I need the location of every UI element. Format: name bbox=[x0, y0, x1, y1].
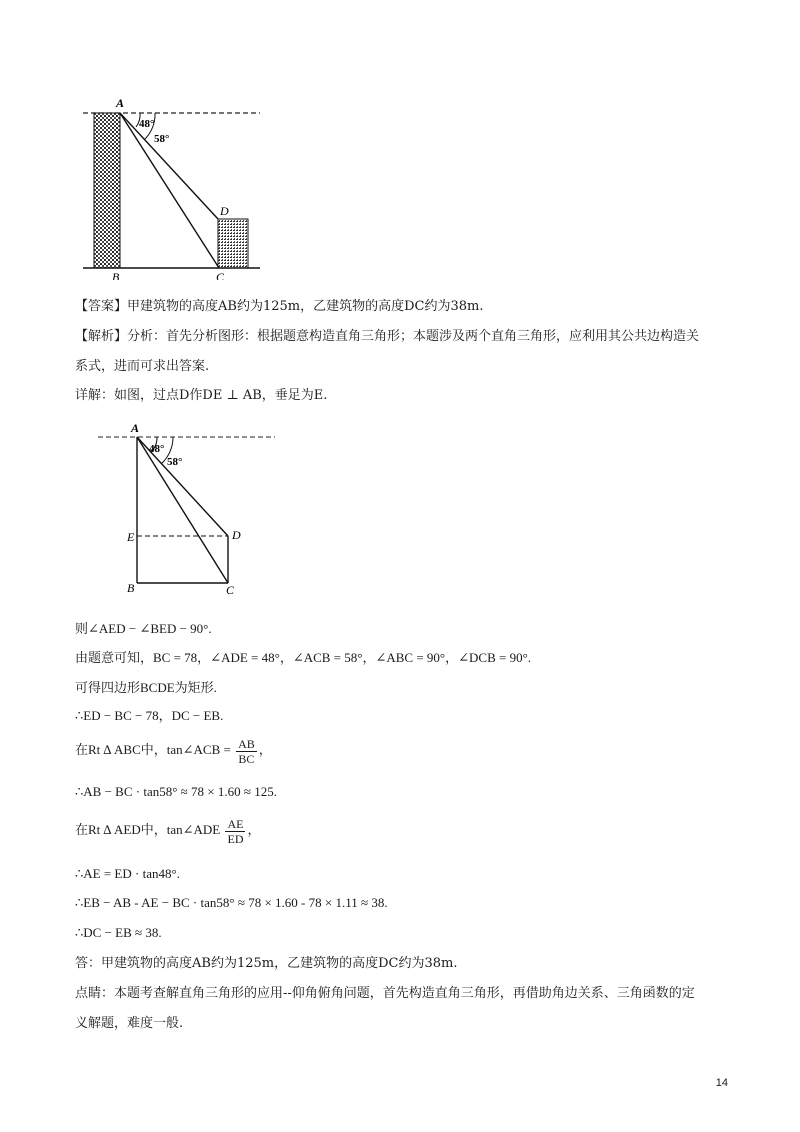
analysis-line-2: 系式，进而可求出答案. bbox=[75, 359, 210, 374]
fraction-ab-bc bbox=[236, 737, 257, 766]
fraction-numerator: AB bbox=[238, 736, 255, 751]
fraction-numerator: AE bbox=[227, 816, 244, 831]
page-number: 14 bbox=[715, 1077, 728, 1089]
figure2-label-D: D bbox=[232, 528, 241, 542]
figure1-angle-58: 58° bbox=[154, 133, 170, 145]
step-10: ∴DC − EB ≈ 38. bbox=[75, 925, 162, 940]
step-2: 由题意可知，BC = 78，∠ADE = 48°，∠ACB = 58°，∠ABC = 90°，∠DCB = 90°. bbox=[75, 650, 532, 665]
figure2-label-B: B bbox=[127, 581, 135, 595]
figure1-label-C: C bbox=[216, 270, 225, 280]
figure2-angle-58: 58° bbox=[167, 456, 183, 468]
step-7-post: ， bbox=[247, 822, 261, 837]
figure-buildings bbox=[80, 95, 270, 280]
figure1-angle-48: 48° bbox=[139, 118, 155, 130]
fraction-denominator: ED bbox=[227, 831, 244, 846]
figure2-angle-48: 48° bbox=[149, 443, 165, 455]
step-6: ∴AB − BC · tan58° ≈ 78 × 1.60 ≈ 125. bbox=[75, 784, 278, 799]
fraction-denominator: BC bbox=[238, 751, 255, 766]
figure1-label-B: B bbox=[112, 270, 120, 280]
step-7-text: 在Rt ∆ AED中，tan∠ADE bbox=[75, 822, 224, 837]
figure-construction bbox=[95, 420, 295, 605]
figure1-label-A: A bbox=[116, 96, 125, 110]
comment-line-1: 点睛：本题考查解直角三角形的应用--仰角俯角问题，首先构造直角三角形，再借助角边关系、三角函数的定 bbox=[75, 986, 695, 1001]
step-5 bbox=[75, 735, 272, 766]
analysis-line-1: 【解析】分析：首先分析图形：根据题意构造直角三角形；本题涉及两个直角三角形，应利用其公共边构造关 bbox=[75, 329, 700, 344]
step-5-post: ， bbox=[258, 742, 272, 757]
figure2-label-E: E bbox=[127, 530, 135, 544]
step-1: 则∠AED − ∠BED − 90°. bbox=[75, 621, 212, 636]
step-9: ∴EB − AB - AE − BC · tan58° ≈ 78 × 1.60 - 78 × 1.11 ≈ 38. bbox=[75, 895, 388, 910]
step-4: ∴ED − BC − 78，DC − EB. bbox=[75, 708, 224, 723]
comment-line-2: 义解题，难度一般. bbox=[75, 1016, 184, 1031]
figure1-label-D: D bbox=[220, 204, 229, 218]
figure2-label-C: C bbox=[226, 583, 235, 597]
figure2-label-A: A bbox=[131, 421, 140, 435]
step-3: 可得四边形BCDE为矩形. bbox=[75, 680, 217, 695]
step-8: ∴AE = ED · tan48°. bbox=[75, 866, 180, 881]
answer-line: 【答案】甲建筑物的高度AB约为125m，乙建筑物的高度DC约为38m. bbox=[75, 299, 484, 314]
step-5-text: 在Rt ∆ ABC中，tan∠ACB = bbox=[75, 742, 235, 757]
detail-line: 详解：如图，过点D作DE ⊥ AB，垂足为E. bbox=[75, 388, 328, 403]
conclusion-line: 答：甲建筑物的高度AB约为125m，乙建筑物的高度DC约为38m. bbox=[75, 956, 458, 971]
step-7 bbox=[75, 815, 261, 846]
fraction-ae-ed bbox=[225, 817, 245, 846]
